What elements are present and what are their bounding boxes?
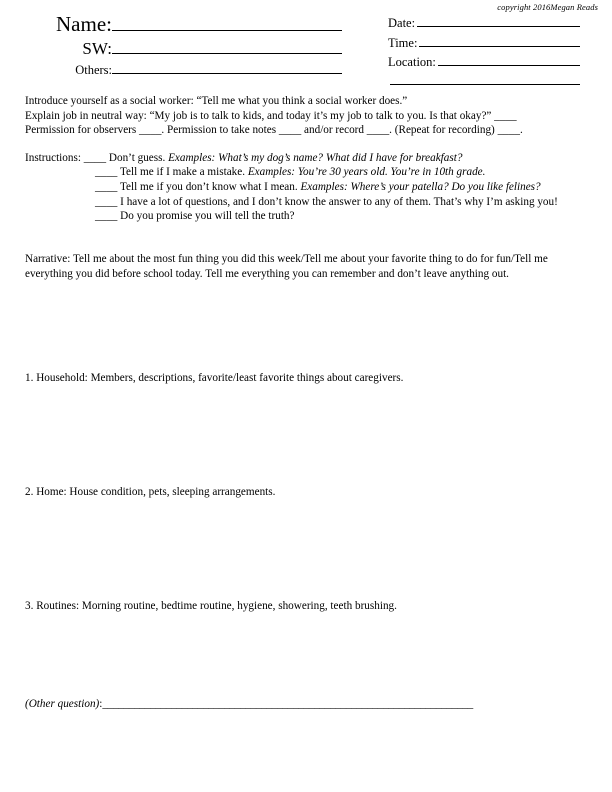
other-question-label: (Other question) <box>25 698 100 710</box>
name-field-row[interactable] <box>24 12 342 37</box>
time-field-label: Time: <box>388 35 418 50</box>
question-2-text: Home: House condition, pets, sleeping arrangements. <box>36 486 276 498</box>
other-question-row[interactable] <box>25 698 585 710</box>
instruction-text-2: Tell me if I make a mistake. <box>119 166 248 179</box>
instruction-text-5: Do you promise you will tell the truth? <box>120 210 295 223</box>
location-field-row[interactable] <box>388 55 580 70</box>
question-3 <box>25 599 585 614</box>
sw-field-label: SW: <box>82 39 112 58</box>
instruction-blank-5[interactable]: ____ <box>95 210 118 223</box>
question-1-number: 1. <box>25 372 34 384</box>
location-field-label: Location: <box>388 55 436 69</box>
question-2 <box>25 485 585 500</box>
sw-field-row[interactable] <box>24 39 342 59</box>
instruction-blank-1[interactable]: ____ <box>83 151 107 164</box>
other-question-rule[interactable]: ______________________________________________________________________ <box>102 698 473 710</box>
copyright-notice: copyright 2016Megan Reads <box>497 2 598 12</box>
instructions-label: Instructions: <box>25 151 81 164</box>
question-3-number: 3. <box>25 600 34 612</box>
date-field-label: Date: <box>388 16 416 30</box>
instructions-line-4 <box>25 195 590 210</box>
extra-field-row[interactable] <box>388 75 580 87</box>
instruction-example-text-2: You’re 30 years old. You’re in 10th grade. <box>295 166 486 179</box>
instructions-line-2 <box>25 165 590 180</box>
instruction-example-label-2: Examples: <box>247 166 296 179</box>
date-field-rule[interactable] <box>417 26 580 27</box>
instruction-blank-2[interactable]: ____ <box>95 166 118 179</box>
instruction-example-text-1: What’s my dog’s name? What did I have for breakfast? <box>215 151 463 164</box>
question-2-number: 2. <box>25 486 34 498</box>
extra-field-rule[interactable] <box>390 84 580 85</box>
date-field-row[interactable] <box>388 16 580 31</box>
time-field-rule[interactable] <box>419 46 580 47</box>
instructions-line-5 <box>25 209 590 224</box>
instruction-example-text-3: Where’s your patella? Do you like felines? <box>347 180 541 193</box>
instruction-example-label-3: Examples: <box>300 180 348 193</box>
header-left-fields <box>24 12 342 80</box>
narrative-paragraph: Narrative: Tell me about the most fun thing you did this week/Tell me about your favorite thing to do for fun/Tell me everything you did before school today. Tell me everything you can remember and don’t leave anything out. <box>25 253 548 280</box>
question-3-text: Routines: Morning routine, bedtime routine, hygiene, showering, teeth brushing. <box>36 600 397 612</box>
others-field-label: Others: <box>75 63 112 77</box>
instruction-text-1: Don’t guess. <box>108 151 169 164</box>
location-field-rule[interactable] <box>438 65 580 66</box>
intro-line-1: Introduce yourself as a social worker: “Tell me what you think a social worker does.” <box>25 95 408 107</box>
intro-block <box>25 94 590 138</box>
header-right-fields <box>388 16 580 91</box>
question-1-text: Household: Members, descriptions, favorite/least favorite things about caregivers. <box>36 372 404 384</box>
instruction-text-3: Tell me if you don’t know what I mean. <box>119 180 301 193</box>
instruction-example-label-1: Examples: <box>168 151 216 164</box>
name-field-rule[interactable] <box>112 30 342 31</box>
question-1 <box>25 371 585 386</box>
instruction-blank-3[interactable]: ____ <box>95 180 118 193</box>
instructions-line-3 <box>25 180 590 195</box>
instructions-line-1 <box>25 151 590 166</box>
instructions-block <box>25 151 590 224</box>
instruction-text-4: I have a lot of questions, and I don’t know the answer to any of them. That’s why I’m asking you! <box>120 195 558 208</box>
others-field-row[interactable] <box>24 63 342 78</box>
others-field-rule[interactable] <box>112 73 342 74</box>
intro-line-2: Explain job in neutral way: “My job is to talk to kids, and today it’s my job to talk to you. Is that okay?” ____ <box>25 109 517 122</box>
other-question-separator: : <box>99 698 103 710</box>
instruction-blank-4[interactable]: ____ <box>95 195 118 208</box>
time-field-row[interactable] <box>388 36 580 51</box>
sw-field-rule[interactable] <box>112 53 342 54</box>
body-text <box>25 94 590 224</box>
intro-line-3: Permission for observers ____. Permission to take notes ____ and/or record ____. (Repeat for recording) ____. <box>25 124 523 137</box>
name-field-label: Name: <box>56 12 112 36</box>
